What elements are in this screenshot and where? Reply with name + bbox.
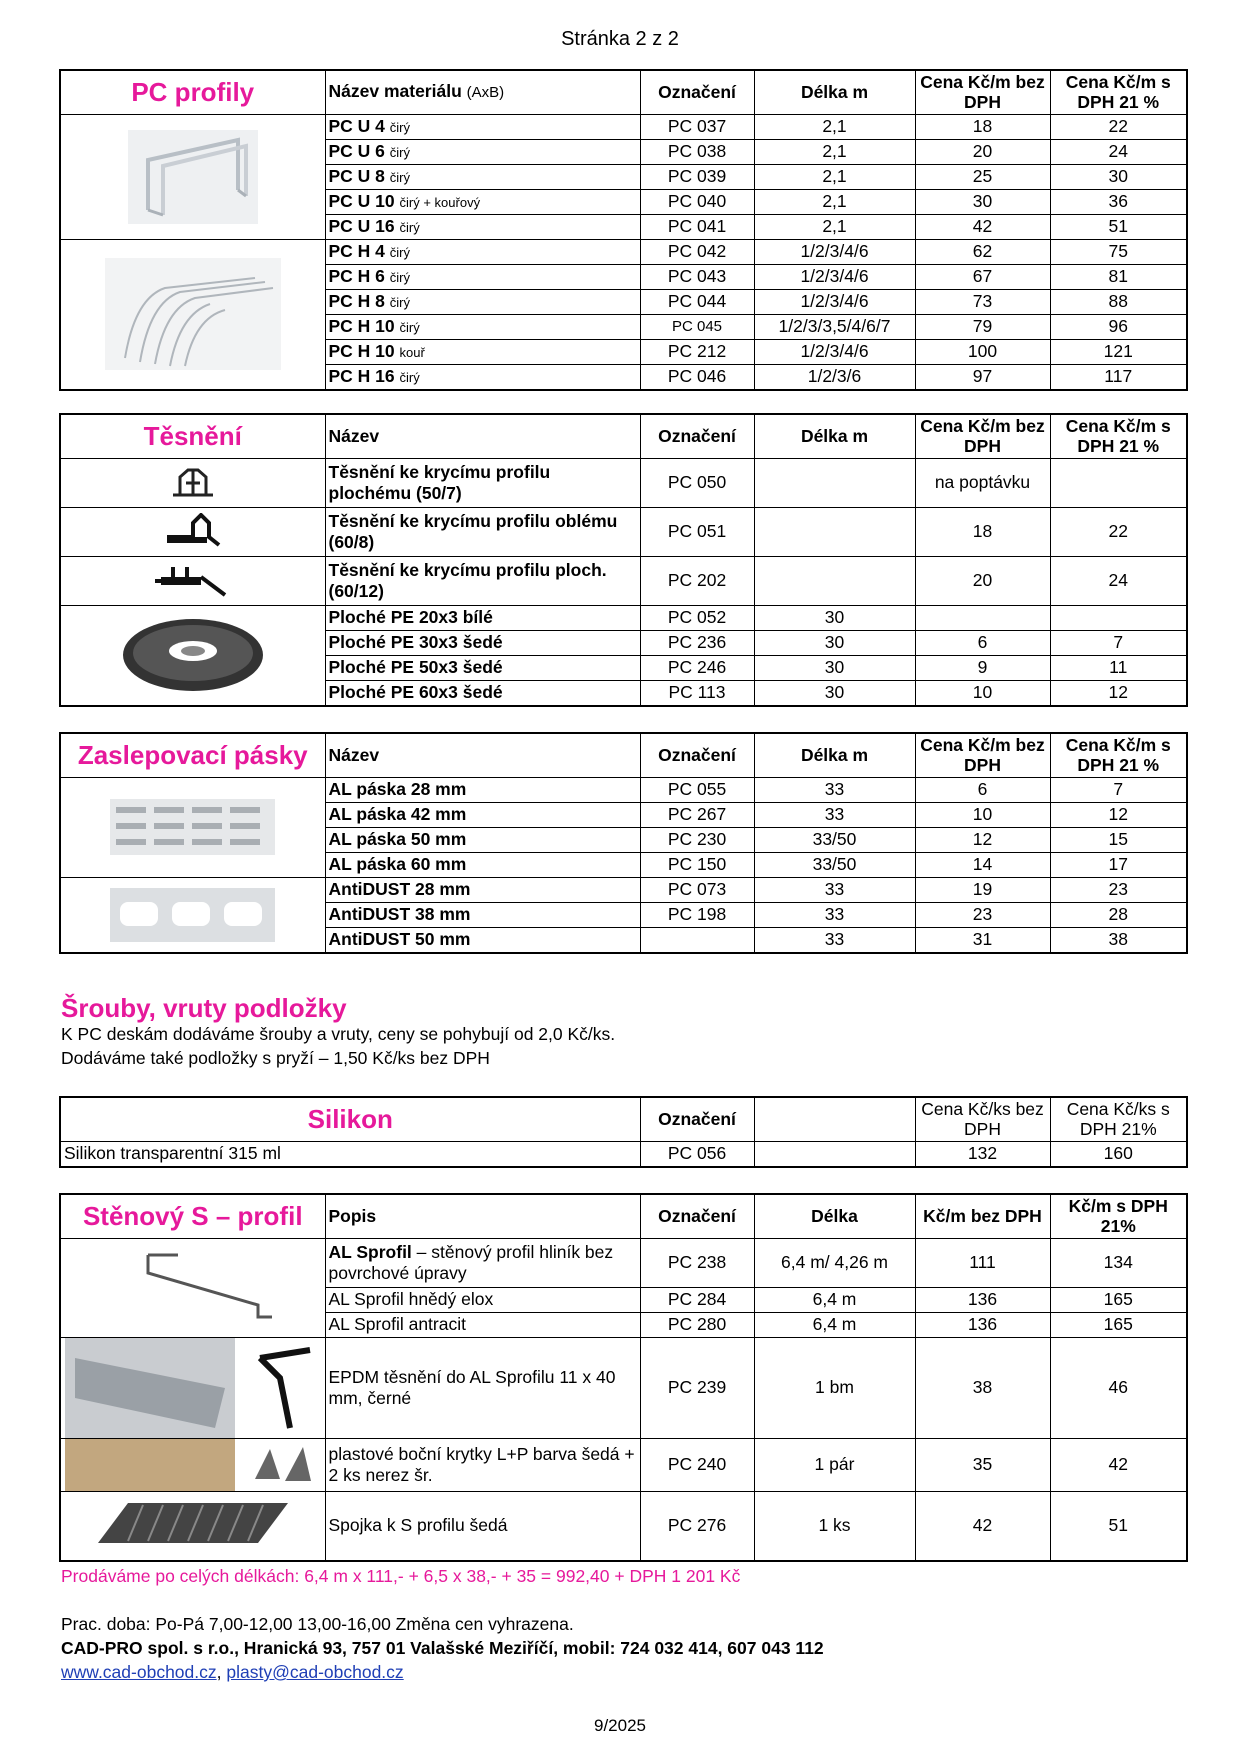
srouby-line-1: K PC deskám dodáváme šrouby a vruty, ceny se pohybují od 2,0 Kč/ks. — [61, 1024, 616, 1044]
item-price-net: 10 — [915, 802, 1050, 827]
item-name-main: PC H 8 — [328, 290, 385, 311]
col-header-description: Popis — [325, 1194, 640, 1238]
item-name-main: PC H 4 — [328, 240, 385, 261]
col-header-price-net: Cena Kč/m bez DPH — [915, 414, 1050, 458]
item-code — [640, 927, 754, 953]
item-code: PC 150 — [640, 852, 754, 877]
item-code: PC 280 — [640, 1312, 754, 1337]
pc-u-profile-image — [60, 114, 325, 239]
item-price-gross: 24 — [1050, 556, 1187, 605]
item-name — [325, 289, 640, 314]
col-header-price-gross: Cena Kč/m s DPH 21 % — [1050, 414, 1187, 458]
item-name-bold: AL Sprofil — [328, 1241, 412, 1262]
item-price-net: 111 — [915, 1238, 1050, 1287]
item-length: 1/2/3/4/6 — [754, 339, 915, 364]
item-price-net: 136 — [915, 1287, 1050, 1312]
item-price-gross: 22 — [1050, 507, 1187, 556]
tesneni-table — [59, 413, 1188, 707]
item-name-text: – stěnový profil hliník bez povrchové úpravy — [328, 1241, 614, 1283]
zaslepovaci-table — [59, 732, 1188, 954]
item-price-net: 42 — [915, 1491, 1050, 1561]
item-name: Ploché PE 30x3 šedé — [325, 630, 640, 655]
item-price-gross: 28 — [1050, 902, 1187, 927]
item-price-net: 14 — [915, 852, 1050, 877]
item-code: PC 046 — [640, 364, 754, 390]
stenovy-table — [59, 1193, 1188, 1562]
item-length: 2,1 — [754, 139, 915, 164]
item-price-net: 20 — [915, 139, 1050, 164]
page-header: Stránka 2 z 2 — [561, 28, 679, 50]
item-name-note: kouř — [399, 344, 425, 360]
col-header-price-gross: Cena Kč/ks s DPH 21% — [1050, 1097, 1187, 1141]
table-row — [60, 1337, 1187, 1438]
item-length: 1 ks — [754, 1491, 915, 1561]
item-name — [325, 1438, 640, 1491]
item-price-gross: 22 — [1050, 114, 1187, 139]
table-row — [60, 239, 1187, 264]
item-code: PC 202 — [640, 556, 754, 605]
item-name — [325, 364, 640, 390]
table-row — [60, 1491, 1187, 1561]
item-price-net: 97 — [915, 364, 1050, 390]
item-code: PC 041 — [640, 214, 754, 239]
item-price-net: 19 — [915, 877, 1050, 902]
item-length — [754, 556, 915, 605]
item-name-note: čirý — [399, 219, 420, 235]
website-link[interactable]: www.cad-obchod.cz — [61, 1662, 217, 1682]
item-length: 1/2/3/4/6 — [754, 289, 915, 314]
item-code: PC 276 — [640, 1491, 754, 1561]
footer-hours: Prac. doba: Po-Pá 7,00-12,00 13,00-16,00 Změna cen vyhrazena. — [61, 1614, 574, 1634]
item-price-net: 73 — [915, 289, 1050, 314]
pc-profily-table — [59, 69, 1188, 391]
item-name — [325, 239, 640, 264]
item-price-gross: 12 — [1050, 680, 1187, 706]
item-name-text: AL Sprofil hnědý elox — [328, 1289, 494, 1309]
item-price-gross: 24 — [1050, 139, 1187, 164]
item-price-net: 31 — [915, 927, 1050, 953]
item-price-gross: 88 — [1050, 289, 1187, 314]
item-name-main: PC U 6 — [328, 140, 385, 161]
item-name: Těsnění ke krycímu profilu plochému (50/7) — [325, 458, 640, 507]
table-row — [60, 114, 1187, 139]
item-price-gross: 51 — [1050, 214, 1187, 239]
item-length: 1/2/3/4/6 — [754, 239, 915, 264]
col-header-price-net: Cena Kč/ks bez DPH — [915, 1097, 1050, 1141]
item-price-gross: 15 — [1050, 827, 1187, 852]
item-price-gross: 36 — [1050, 189, 1187, 214]
item-name-main: PC U 10 — [328, 190, 395, 211]
col-header-price-net: Cena Kč/m bez DPH — [915, 70, 1050, 114]
table-row — [60, 1438, 1187, 1491]
item-length: 1/2/3/6 — [754, 364, 915, 390]
item-price-gross: 17 — [1050, 852, 1187, 877]
col-header-length: Délka m — [754, 733, 915, 777]
item-code: PC 246 — [640, 655, 754, 680]
item-name — [325, 339, 640, 364]
item-code: PC 267 — [640, 802, 754, 827]
side-caps-image — [60, 1438, 325, 1491]
item-code: PC 045 — [640, 314, 754, 339]
item-length: 1/2/3/3,5/4/6/7 — [754, 314, 915, 339]
col-header-name: Název — [325, 733, 640, 777]
col-header-name: Název — [325, 414, 640, 458]
item-name-note: čirý — [399, 319, 420, 335]
pc-profily-title: PC profily — [60, 70, 325, 114]
email-link[interactable]: plasty@cad-obchod.cz — [226, 1662, 404, 1682]
item-price-gross — [1050, 605, 1187, 630]
col-header-name: Název materiálu (AxB) — [325, 70, 640, 114]
item-code: PC 044 — [640, 289, 754, 314]
item-price-net — [915, 605, 1050, 630]
item-length: 33 — [754, 877, 915, 902]
table-row — [60, 1141, 1187, 1167]
item-name: Ploché PE 50x3 šedé — [325, 655, 640, 680]
col-header-price-gross: Kč/m s DPH 21% — [1050, 1194, 1187, 1238]
item-name — [325, 1312, 640, 1337]
item-price-net: 30 — [915, 189, 1050, 214]
al-sprofil-image — [60, 1238, 325, 1337]
seal-flat-60-image — [60, 556, 325, 605]
item-length: 6,4 m/ 4,26 m — [754, 1238, 915, 1287]
item-name-text: EPDM těsnění do AL Sprofilu 11 x 40 mm, černé — [328, 1366, 616, 1408]
item-price-gross: 11 — [1050, 655, 1187, 680]
item-code: PC 055 — [640, 777, 754, 802]
col-header-code: Označení — [640, 1194, 754, 1238]
item-price-gross: 121 — [1050, 339, 1187, 364]
item-length: 1 bm — [754, 1337, 915, 1438]
item-price-gross: 42 — [1050, 1438, 1187, 1491]
item-name: AntiDUST 50 mm — [325, 927, 640, 953]
seal-flat-image — [60, 458, 325, 507]
footer-company: CAD-PRO spol. s r.o., Hranická 93, 757 01 Valašské Meziříčí, mobil: 724 032 414, 607 043 112 — [61, 1638, 824, 1658]
item-code: PC 042 — [640, 239, 754, 264]
col-header-empty — [754, 1097, 915, 1141]
col-header-code: Označení — [640, 733, 754, 777]
item-name — [325, 214, 640, 239]
item-length: 33/50 — [754, 852, 915, 877]
item-length — [754, 458, 915, 507]
item-price-gross — [1050, 458, 1187, 507]
silikon-title: Silikon — [60, 1097, 640, 1141]
item-length: 33 — [754, 777, 915, 802]
item-name: AL páska 28 mm — [325, 777, 640, 802]
item-code: PC 038 — [640, 139, 754, 164]
item-name: Těsnění ke krycímu profilu ploch. (60/12) — [325, 556, 640, 605]
antidust-tape-image — [60, 877, 325, 953]
col-header-price-net: Cena Kč/m bez DPH — [915, 733, 1050, 777]
item-name-text: plastové boční krytky L+P barva šedá + 2 ks nerez šr. — [328, 1443, 635, 1485]
item-name-main: PC H 10 — [328, 340, 395, 361]
item-price-net: na poptávku — [915, 458, 1050, 507]
item-price-net: 20 — [915, 556, 1050, 605]
tesneni-title: Těsnění — [60, 414, 325, 458]
item-name — [325, 164, 640, 189]
al-tape-image — [60, 777, 325, 877]
item-length: 1/2/3/4/6 — [754, 264, 915, 289]
item-price-net: 12 — [915, 827, 1050, 852]
item-name-main: PC U 16 — [328, 215, 395, 236]
item-name-note: čirý — [389, 244, 410, 260]
table-row — [60, 458, 1187, 507]
seal-round-image — [60, 507, 325, 556]
item-length: 2,1 — [754, 164, 915, 189]
item-price-gross: 165 — [1050, 1312, 1187, 1337]
item-length: 33 — [754, 927, 915, 953]
srouby-line-2: Dodáváme také podložky s pryží – 1,50 Kč/ks bez DPH — [61, 1048, 490, 1068]
item-price-net: 18 — [915, 114, 1050, 139]
item-price-net: 132 — [915, 1141, 1050, 1167]
page-number: 9/2025 — [594, 1716, 646, 1735]
item-price-net: 10 — [915, 680, 1050, 706]
item-code: PC 198 — [640, 902, 754, 927]
col-header-length: Délka — [754, 1194, 915, 1238]
connector-image — [60, 1491, 325, 1561]
item-code: PC 039 — [640, 164, 754, 189]
item-code: PC 284 — [640, 1287, 754, 1312]
item-name — [325, 1238, 640, 1287]
item-price-gross: 51 — [1050, 1491, 1187, 1561]
item-name-main: PC U 8 — [328, 165, 385, 186]
item-code: PC 236 — [640, 630, 754, 655]
item-name-note: čirý — [389, 144, 410, 160]
item-name-note: čirý — [389, 119, 410, 135]
col-header-length: Délka m — [754, 70, 915, 114]
table-row — [60, 605, 1187, 630]
epdm-seal-image — [60, 1337, 325, 1438]
zaslepovaci-title: Zaslepovací pásky — [60, 733, 325, 777]
item-name-note: čirý — [389, 169, 410, 185]
item-code: PC 239 — [640, 1337, 754, 1438]
item-price-gross: 7 — [1050, 630, 1187, 655]
col-header-length: Délka m — [754, 414, 915, 458]
item-price-net: 42 — [915, 214, 1050, 239]
col-header-code: Označení — [640, 1097, 754, 1141]
col-header-price-net: Kč/m bez DPH — [915, 1194, 1050, 1238]
item-code: PC 056 — [640, 1141, 754, 1167]
item-name — [325, 1287, 640, 1312]
item-name-note: čirý — [399, 369, 420, 385]
item-length: 33 — [754, 802, 915, 827]
item-name-text: AL Sprofil antracit — [328, 1314, 466, 1334]
item-name: Ploché PE 60x3 šedé — [325, 680, 640, 706]
item-length: 2,1 — [754, 189, 915, 214]
item-code: PC 240 — [640, 1438, 754, 1491]
item-price-net: 25 — [915, 164, 1050, 189]
item-price-gross: 7 — [1050, 777, 1187, 802]
item-length: 2,1 — [754, 214, 915, 239]
table-row — [60, 777, 1187, 802]
item-price-net: 18 — [915, 507, 1050, 556]
item-length: 2,1 — [754, 114, 915, 139]
item-price-net: 136 — [915, 1312, 1050, 1337]
item-name — [325, 314, 640, 339]
item-length: 30 — [754, 630, 915, 655]
item-name-main: PC H 6 — [328, 265, 385, 286]
item-name-main: PC H 10 — [328, 315, 395, 336]
item-name — [325, 1337, 640, 1438]
item-name-text: Spojka k S profilu šedá — [328, 1515, 508, 1536]
item-code: PC 073 — [640, 877, 754, 902]
item-price-net: 6 — [915, 777, 1050, 802]
item-name-main: PC H 16 — [328, 365, 395, 386]
item-name: Ploché PE 20x3 bílé — [325, 605, 640, 630]
item-length: 6,4 m — [754, 1312, 915, 1337]
item-name: AntiDUST 38 mm — [325, 902, 640, 927]
item-length: 6,4 m — [754, 1287, 915, 1312]
table-row — [60, 507, 1187, 556]
item-price-gross: 46 — [1050, 1337, 1187, 1438]
stenovy-title: Stěnový S – profil — [60, 1194, 325, 1238]
item-code: PC 230 — [640, 827, 754, 852]
item-name: AL páska 60 mm — [325, 852, 640, 877]
item-price-gross: 117 — [1050, 364, 1187, 390]
item-code: PC 113 — [640, 680, 754, 706]
item-price-net: 62 — [915, 239, 1050, 264]
item-price-net: 67 — [915, 264, 1050, 289]
item-code: PC 052 — [640, 605, 754, 630]
item-price-gross: 96 — [1050, 314, 1187, 339]
item-code: PC 238 — [640, 1238, 754, 1287]
item-price-gross: 12 — [1050, 802, 1187, 827]
item-name-note: čirý — [389, 294, 410, 310]
item-code: PC 037 — [640, 114, 754, 139]
item-price-net: 23 — [915, 902, 1050, 927]
item-price-net: 100 — [915, 339, 1050, 364]
item-code: PC 050 — [640, 458, 754, 507]
item-name: Těsnění ke krycímu profilu oblému (60/8) — [325, 507, 640, 556]
item-price-gross: 23 — [1050, 877, 1187, 902]
item-name: AL páska 50 mm — [325, 827, 640, 852]
item-price-net: 38 — [915, 1337, 1050, 1438]
item-length: 30 — [754, 605, 915, 630]
item-name — [325, 114, 640, 139]
item-price-gross: 38 — [1050, 927, 1187, 953]
item-length — [754, 1141, 915, 1167]
item-price-net: 35 — [915, 1438, 1050, 1491]
item-name: AL páska 42 mm — [325, 802, 640, 827]
item-name — [325, 264, 640, 289]
item-price-net: 6 — [915, 630, 1050, 655]
item-code: PC 212 — [640, 339, 754, 364]
item-price-net: 9 — [915, 655, 1050, 680]
col-header-code: Označení — [640, 414, 754, 458]
item-name-note: čirý + kouřový — [399, 194, 481, 210]
item-code: PC 040 — [640, 189, 754, 214]
srouby-title: Šrouby, vruty podložky — [61, 993, 347, 1023]
item-length — [754, 507, 915, 556]
pe-tape-roll-image — [60, 605, 325, 706]
item-length: 30 — [754, 655, 915, 680]
item-price-gross: 75 — [1050, 239, 1187, 264]
item-price-gross: 81 — [1050, 264, 1187, 289]
item-code: PC 043 — [640, 264, 754, 289]
silikon-table — [59, 1096, 1188, 1168]
item-name — [325, 189, 640, 214]
stenovy-note: Prodáváme po celých délkách: 6,4 m x 111,- + 6,5 x 38,- + 35 = 992,40 + DPH 1 201 Kč — [61, 1566, 741, 1586]
col-header-price-gross: Cena Kč/m s DPH 21 % — [1050, 733, 1187, 777]
table-row — [60, 1238, 1187, 1287]
pc-h-profile-image — [60, 239, 325, 390]
item-code: PC 051 — [640, 507, 754, 556]
item-name: Silikon transparentní 315 ml — [60, 1141, 640, 1167]
item-length: 1 pár — [754, 1438, 915, 1491]
item-price-gross: 30 — [1050, 164, 1187, 189]
item-price-gross: 134 — [1050, 1238, 1187, 1287]
table-row — [60, 556, 1187, 605]
footer-links: www.cad-obchod.cz, plasty@cad-obchod.cz — [61, 1662, 404, 1682]
item-name: AntiDUST 28 mm — [325, 877, 640, 902]
col-header-price-gross: Cena Kč/m s DPH 21 % — [1050, 70, 1187, 114]
item-price-net: 79 — [915, 314, 1050, 339]
item-price-gross: 165 — [1050, 1287, 1187, 1312]
table-row — [60, 877, 1187, 902]
item-length: 33 — [754, 902, 915, 927]
item-price-gross: 160 — [1050, 1141, 1187, 1167]
item-length: 33/50 — [754, 827, 915, 852]
item-name — [325, 1491, 640, 1561]
item-name-note: čirý — [389, 269, 410, 285]
item-name — [325, 139, 640, 164]
item-length: 30 — [754, 680, 915, 706]
col-header-code: Označení — [640, 70, 754, 114]
item-name-main: PC U 4 — [328, 115, 385, 136]
